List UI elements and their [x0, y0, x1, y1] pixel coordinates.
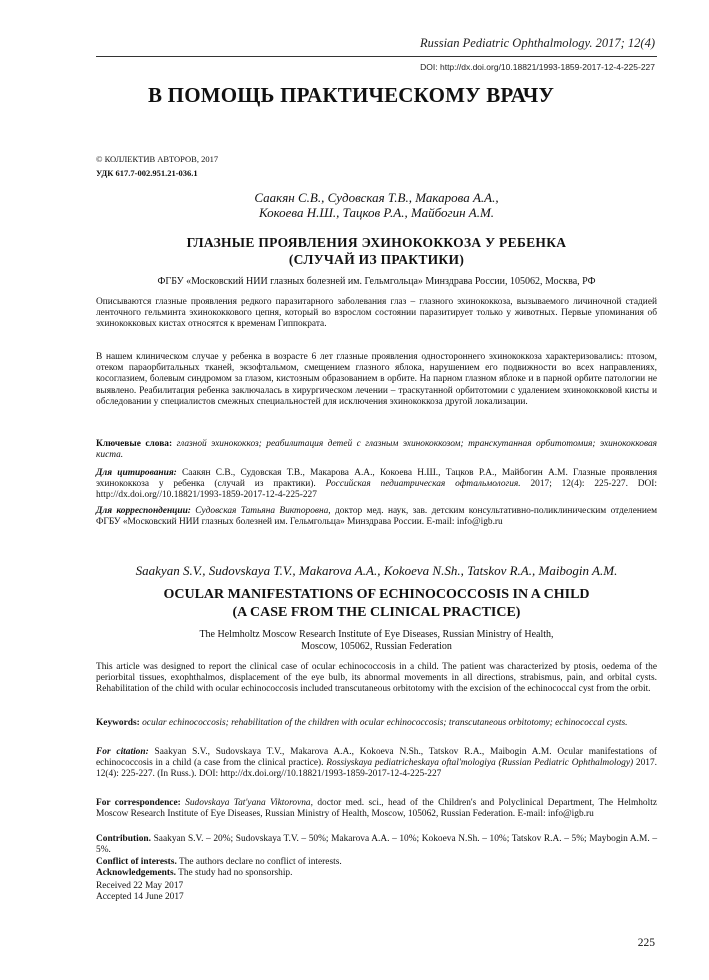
article-title-ru — [96, 234, 657, 268]
acknowledgements-text: The study had no sponsorship. — [178, 868, 293, 878]
citation-en — [96, 747, 657, 781]
title-en-line-1: OCULAR MANIFESTATIONS OF ECHINOCOCCOSIS IN A CHILD — [163, 587, 590, 602]
acknowledgements-label: Acknowledgements. — [96, 868, 176, 878]
authors-en: Saakyan S.V., Sudovskaya T.V., Makarova A.A., Kokoeva N.Sh., Tatskov R.A., Maibogin A.M. — [135, 563, 618, 578]
contribution-text: Saakyan S.V. – 20%; Sudovskaya T.V. – 50%; Makarova A.A. – 10%; Kokoeva N.Sh. – 10%; Tatskov R.A. – 5%; Maybogin A.M. – 5%. — [96, 834, 658, 856]
contribution-label: Contribution. — [96, 834, 151, 844]
copyright-line: © КОЛЛЕКТИВ АВТОРОВ, 2017 — [96, 154, 219, 164]
affiliation-en-line-2: Moscow, 105062, Russian Federation — [301, 641, 452, 652]
title-ru-line-1: ГЛАЗНЫЕ ПРОЯВЛЕНИЯ ЭХИНОКОККОЗА У РЕБЕНКА — [186, 235, 567, 250]
article-doi[interactable]: DOI: http://dx.doi.org/10.18821/1993-1859-2017-12-4-225-227 — [420, 62, 655, 72]
citation-en-label: For citation: — [96, 747, 149, 757]
correspondence-en-label: For correspondence: — [96, 798, 181, 808]
section-title: В ПОМОЩЬ ПРАКТИЧЕСКОМУ ВРАЧУ — [148, 83, 555, 107]
citation-ru-label: Для цитирования: — [96, 468, 177, 478]
contribution — [96, 834, 657, 856]
affiliation-ru: ФГБУ «Московский НИИ глазных болезней им. Гельмгольца» Минздрава России, 105062, Москва, РФ — [157, 276, 596, 287]
citation-en-text: Saakyan S.V., Sudovskaya T.V., Makarova A.A., Kokoeva N.Sh., Tatskov R.A., Maibogin A.M. Ocular manifestations of echinococcosis in a child (a case from the clinical practice). — [96, 747, 658, 769]
accepted-date: Accepted 14 June 2017 — [96, 892, 184, 902]
citation-ru-tail: 2017; 12(4): 225-227. DOI: http://dx.doi.org//10.18821/1993-1859-2017-12-4-225-227 — [96, 479, 658, 501]
udk-code: УДК 617.7-002.951.21-036.1 — [96, 168, 198, 178]
keywords-ru-label: Ключевые слова: — [96, 439, 173, 449]
conflict-label: Conflict of interests. — [96, 857, 177, 867]
correspondence-ru-name: Судовская Татьяна Викторовна — [195, 506, 329, 516]
correspondence-en — [96, 798, 657, 820]
correspondence-ru-text: , доктор мед. наук, зав. детским консультативно-поликлиническим отделением ФГБУ «Московский НИИ глазных болезней им. Гельмгольца» Минздрава России. E-mail: info@igb.ru — [96, 506, 658, 528]
abstract-ru-paragraph-1: Описываются глазные проявления редкого паразитарного заболевания глаз – глазного эхинококкоза, вызываемого личиночной стадией ленточного гельминта эхинококкового цепня, который во взрослом состоянии паразитирует только у животных. Первые упоминания об эхинококковых кистах относятся к временам Гиппократа. — [96, 297, 657, 330]
journal-reference: Russian Pediatric Ophthalmology. 2017; 12(4) — [419, 36, 655, 50]
citation-ru — [96, 468, 657, 502]
conflict-of-interests — [96, 857, 657, 868]
keywords-ru-text: глазной эхинококкоз; реабилитация детей с глазным эхинококкозом; транскутанная орбитотомия; эхинококковая киста. — [96, 439, 658, 461]
title-ru-line-2: (СЛУЧАЙ ИЗ ПРАКТИКИ) — [288, 252, 465, 267]
keywords-ru — [96, 439, 657, 461]
correspondence-ru — [96, 506, 657, 528]
correspondence-en-text: , doctor med. sci., head of the Children's and Polyclinical Department, The Helmholtz Moscow Research Institute of Eye Diseases, Russian Ministry of Health, Moscow, 105062, Russian Federation. E-mail: info@igb.ru — [96, 798, 657, 820]
affiliation-en — [96, 629, 657, 653]
correspondence-ru-label: Для корреспонденции: — [96, 506, 191, 516]
affiliation-en-line-1: The Helmholtz Moscow Research Institute of Eye Diseases, Russian Ministry of Health, — [199, 629, 554, 640]
authors-ru-line-1: Саакян С.В., Судовская Т.В., Макарова А.А., — [254, 190, 499, 205]
keywords-en-text: ocular echinococcosis; rehabilitation of the children with ocular echinococcosis; transcutaneous orbitotomy; echinococcal cysts. — [142, 718, 628, 728]
authors-ru — [96, 190, 657, 220]
citation-en-tail: 2017. 12(4): 225-227. (In Russ.). DOI: http://dx.doi.org//10.18821/1993-1859-2017-12-4-225-227 — [96, 758, 658, 780]
abstract-ru-paragraph-2: В нашем клиническом случае у ребенка в возрасте 6 лет глазные проявления одностороннего эхинококкоза характеризовались: птозом, отеком параорбитальных тканей, экзофтальмом, смещением глазного яблока, нарушением его подвижности во всех направлениях, косоглазием, болевым синдромом за глазом, кистозным образованием в орбите. На парном глазном яблоке и в парной орбите патологии не выявлено. Реабилитация ребенка заключалась в хирургическом лечении – траскутанной орбитотомии с удалением эхинококковой кисты и обследовании у специалистов смежных специальностей для исключения эхинококкоза другой локализации. — [96, 352, 657, 407]
acknowledgements — [96, 868, 657, 879]
page-number: 225 — [637, 937, 655, 949]
title-en-line-2: (A CASE FROM THE CLINICAL PRACTICE) — [232, 605, 521, 620]
abstract-en: This article was designed to report the clinical case of ocular echinococcosis in a child. The patient was characterized by ptosis, oedema of the periorbital tissues, exophthalmos, displacement of the eye bulb, its abnormal movements in all directions, strabismus, pain, and orbital cysts. Rehabilitation of the child with ocular echinococcosis included transcutaneous orbitotomy with the excision of the echinococcal cyst from the orbit. — [96, 662, 657, 695]
citation-en-journal: Rossiyskaya pediatricheskaya oftal'mologiya (Russian Pediatric Ophthalmology) — [326, 758, 634, 769]
correspondence-en-name: Sudovskaya Tat'yana Viktorovna — [185, 798, 311, 808]
article-title-en — [96, 586, 657, 622]
received-date: Received 22 May 2017 — [96, 881, 184, 891]
citation-ru-text: Саакян С.В., Судовская Т.В., Макарова А.А., Кокоева Н.Ш., Тацков Р.А., Майбогин А.М. Глазные проявления эхинококкоза у ребенка (случай из практики). — [96, 468, 658, 490]
keywords-en — [96, 718, 657, 729]
authors-ru-line-2: Кокоева Н.Ш., Тацков Р.А., Майбогин А.М. — [258, 205, 495, 220]
conflict-text: The authors declare no conflict of interests. — [179, 857, 342, 867]
header-rule — [96, 56, 657, 57]
keywords-en-label: Keywords: — [96, 718, 140, 728]
citation-ru-journal: Российская педиатрическая офтальмология. — [325, 479, 521, 490]
